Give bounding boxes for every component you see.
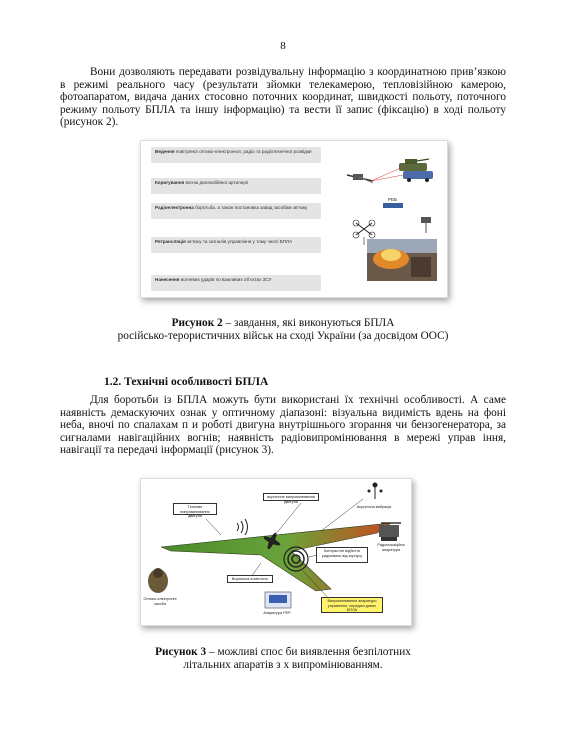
soldier-icon bbox=[148, 568, 168, 593]
vehicle-icon bbox=[405, 159, 417, 164]
figure-2-row-1: Ведення повітряної оптико-електронної, радіо та радіотехнічної розвідки bbox=[151, 147, 321, 163]
label-thermal: Теплове випромінювання двигуна bbox=[173, 503, 217, 515]
label-sound: Акустична вибрація bbox=[356, 505, 392, 509]
figure-3-caption-line2: літальних апаратів з х випромінюванням. bbox=[183, 659, 383, 671]
label-reflect: Контрастне відбиття радіохвиль від корпусу bbox=[316, 547, 368, 563]
reb-label: РЕБ bbox=[388, 197, 397, 202]
label-visual: Візуальна помітність bbox=[227, 575, 273, 583]
figure-2 bbox=[140, 140, 448, 298]
figure-3-caption-line1: – можливі спос би виявлення безпілотних bbox=[206, 646, 411, 658]
label-radar: Радіолокаційна апаратура bbox=[377, 543, 405, 552]
page-number: 8 bbox=[280, 40, 286, 52]
radar-station-icon bbox=[379, 523, 401, 541]
figure-2-row-2: Коригування вогню далекобійної артилерії bbox=[151, 178, 321, 194]
paragraph-intro bbox=[60, 66, 506, 129]
figure-2-row-4: Ретрансляція зв’язку та сигналів управління у тому числі БПЛА bbox=[151, 237, 321, 253]
paragraph-intro-text: Вони дозволяють передавати розвідувальну інформацію з координатною прив’язкою в режимі реального часу (результати зйомки телекамерою, тепловізійною камерою, фотоапаратом, видача даних стосовно поточних координат, швидкості польоту, поточного режиму польоту БПЛА та іншу інформацію) та вести її запис (фіксацію) в ході польоту (рисунок 2). bbox=[60, 66, 506, 129]
reb-drone-icon bbox=[383, 203, 403, 208]
drone-icon bbox=[347, 174, 373, 183]
radio-tower-icon bbox=[421, 217, 431, 233]
monitor-equipment-icon bbox=[265, 592, 291, 608]
figure-3-caption-label: Рисунок 3 bbox=[155, 646, 207, 658]
figure-2-caption-line1: – завдання, які виконуються БПЛА bbox=[222, 317, 395, 329]
label-radio: Випромінювання апаратури управління, передачі даних БПЛА bbox=[321, 597, 383, 613]
figure-2-caption bbox=[60, 317, 506, 343]
paragraph-features-text: Для боротьби із БПЛА можуть бути використані їх технічні особливості. А саме наявність демаскуючих ознак у оптичному діапазоні: візуальна видимість вдень на фоні неба, вночі по спалахам п и роботі двигуна внутрішнього згорання чи бензогенератора, за сигналами навігаційних вогнів; наявність радіовипромінювання в мережі управ іння, навігації та передачі інформації (рисунок 3). bbox=[60, 394, 506, 457]
antenna-icon bbox=[368, 483, 383, 500]
figure-2-caption-line2: російсько-терористичних військ на сході України (за досвідом ООС) bbox=[117, 330, 449, 342]
section-heading: 1.2. Технічні особливості БПЛА bbox=[104, 376, 269, 388]
label-monitor: Апаратура РЕР bbox=[263, 611, 291, 615]
figure-2-caption-label: Рисунок 2 bbox=[171, 317, 223, 329]
label-rotor: акустичне випромінювання двигуна bbox=[263, 493, 319, 501]
figure-2-scene bbox=[141, 141, 447, 297]
figure-2-row-5: Нанесення вогневих ударів по важливих об’єктах ЗСУ bbox=[151, 275, 321, 291]
figure-3 bbox=[140, 478, 412, 626]
figure-3-caption bbox=[60, 646, 506, 672]
vehicle-icon bbox=[399, 163, 427, 171]
figure-2-row-3: Радіоелектронна боротьба, а також постановка завад засобам зв’язку bbox=[151, 203, 321, 219]
sound-wave-icon bbox=[237, 519, 248, 535]
truck-icon bbox=[403, 171, 433, 179]
paragraph-features bbox=[60, 394, 506, 457]
label-optic: Оптико-електронні засоби bbox=[143, 597, 177, 606]
